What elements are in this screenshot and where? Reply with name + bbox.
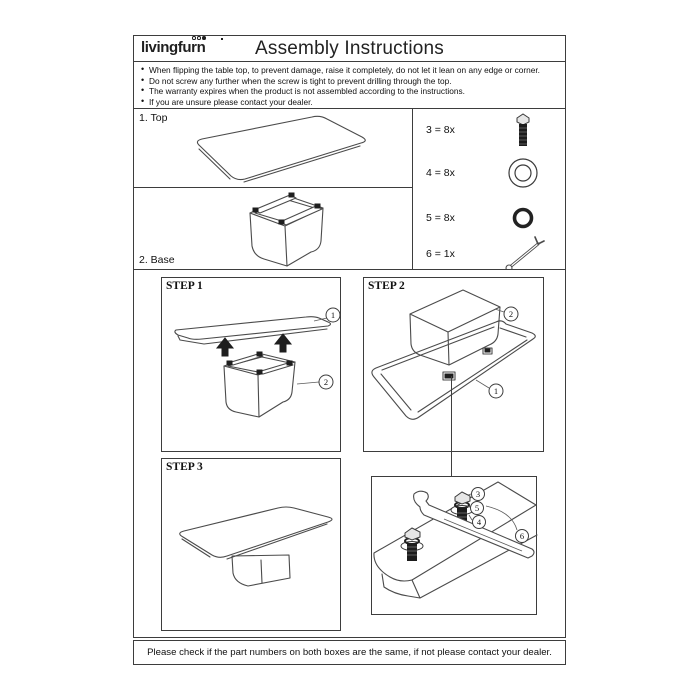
- part-row: [413, 235, 567, 273]
- lock-ring-icon: [501, 199, 545, 237]
- part-label: 3 = 8x: [426, 124, 455, 136]
- tabletop-illustration: [134, 109, 412, 187]
- step-3-panel: [161, 458, 341, 631]
- horizontal-divider: [134, 187, 412, 188]
- svg-text:6: 6: [519, 531, 525, 541]
- bolt-detail-illustration: [372, 477, 538, 616]
- step-2-illustration: [364, 278, 545, 453]
- svg-text:2: 2: [508, 309, 514, 319]
- part-row: [413, 111, 567, 149]
- step-1-panel: [161, 277, 341, 452]
- page-title: Assembly Instructions: [255, 38, 444, 59]
- detail-callout-line: [451, 376, 452, 477]
- hex-bolt-icon: [501, 111, 545, 149]
- flat-washer-icon: [501, 154, 545, 192]
- part-row: [413, 154, 567, 192]
- svg-text:5: 5: [474, 503, 480, 513]
- footer-text: Please check if the part numbers on both boxes are the same, if not please contact your dealer.: [147, 647, 552, 658]
- step-1-illustration: [162, 278, 342, 453]
- part-label: 6 = 1x: [426, 248, 455, 260]
- bullet-icon: •: [141, 95, 145, 106]
- brand-logo: livingfurn: [141, 39, 206, 56]
- part-label: 4 = 8x: [426, 167, 455, 179]
- svg-text:1: 1: [330, 310, 336, 320]
- wrench-icon: [501, 235, 545, 273]
- svg-text:1: 1: [493, 386, 499, 396]
- note-item: • Do not screw any further when the screw is tight to prevent drilling through the top.: [141, 74, 452, 86]
- svg-text:2: 2: [323, 377, 329, 387]
- header: [133, 35, 566, 62]
- document-page: [133, 35, 566, 665]
- svg-text:4: 4: [476, 517, 482, 527]
- step-2-panel: [363, 277, 544, 452]
- section-label-base: 2. Base: [139, 254, 175, 266]
- bullet-icon: •: [141, 64, 145, 74]
- svg-text:3: 3: [475, 489, 481, 499]
- parts-list: [413, 109, 567, 269]
- note-item: • When flipping the table top, to prevent damage, raise it completely, do not let it lean on any edge or corner.: [141, 64, 540, 75]
- footer-note: [133, 640, 566, 665]
- step-1-label: STEP 1: [166, 280, 203, 292]
- bullet-icon: •: [141, 85, 145, 96]
- parts-overview: [133, 108, 566, 270]
- bolt-detail-panel: [371, 476, 537, 615]
- notes-list: [140, 65, 561, 107]
- part-label: 5 = 8x: [426, 212, 455, 224]
- base-illustration: [230, 189, 340, 269]
- step-2-label: STEP 2: [368, 280, 405, 292]
- section-label-top: 1. Top: [139, 112, 168, 124]
- bullet-icon: •: [141, 74, 145, 85]
- note-item: • The warranty expires when the product is not assembled according to the instructions.: [141, 85, 465, 97]
- note-item: • If you are unsure please contact your dealer.: [141, 95, 313, 107]
- part-row: [413, 199, 567, 237]
- assembly-steps: [133, 269, 566, 638]
- step-3-label: STEP 3: [166, 461, 203, 473]
- step-3-illustration: [162, 459, 342, 632]
- warning-notes: [133, 61, 566, 109]
